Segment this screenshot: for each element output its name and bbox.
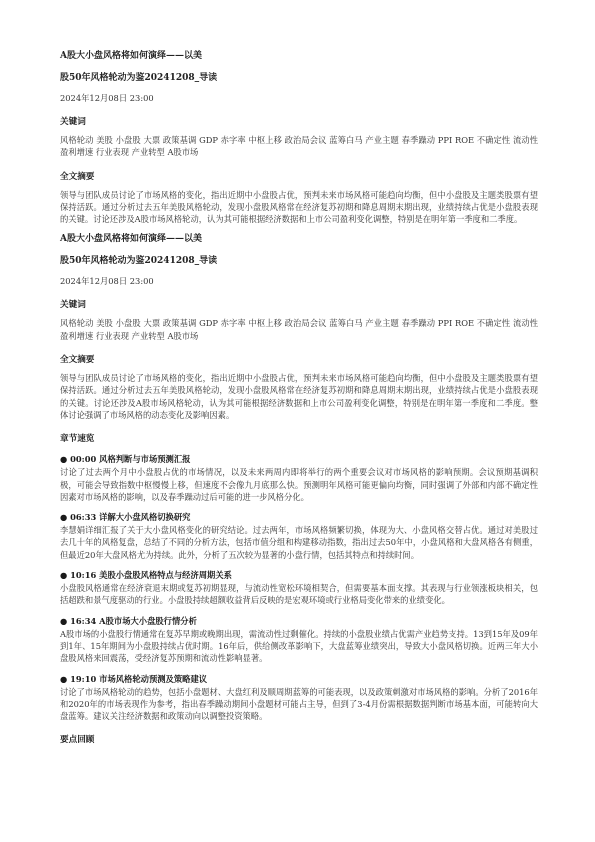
chapter-title: ● 00:00 风格判断与市场预测汇报 bbox=[60, 454, 191, 465]
chapter-body: A股市场的小盘股行情通常在复苏早期或晚期出现，需流动性过剩催化。持续的小盘股业绩占优需产业趋势支持。13到15年及09年到1年、15年期间为小盘股持续占优时期。16年后，供给侧改革影响下，大盘蓝筹业绩突出，导致大小盘风格切换。近两三年大小盘股风格来回震荡，受经济复苏预期和流动性影响显著。 bbox=[60, 628, 538, 664]
chapter-title: ● 16:34 A股市场大小盘股行情分析 bbox=[60, 615, 197, 626]
chapter-body: 讨论了过去两个月中小盘股占优的市场情况，以及未来两周内即将举行的两个重要会议对市场风格的影响预期。会议预期基调积极，可能会导致指数中枢慢慢上移，但速度不会像九月底那么快。预测明年风格可能更偏向均衡，同时强调了外部和内部不确定性因素对市场风格的影响，以及春季躁动过后可能的进一步风格分化。 bbox=[60, 467, 538, 502]
document-title-line-1: A股大小盘风格将如何演绎——以美 bbox=[60, 51, 202, 61]
chapter-item bbox=[60, 511, 538, 561]
document-date: 2024年12月08日 23:00 bbox=[60, 93, 154, 103]
chapter-item bbox=[60, 453, 538, 503]
document-date: 2024年12月08日 23:00 bbox=[60, 276, 154, 287]
document-page bbox=[60, 50, 538, 746]
summary-text: 领导与团队成员讨论了市场风格的变化，指出近期中小盘股占优，预判未来市场风格可能趋向均衡，但中小盘股及主题类股票有望保持活跃。通过分析过去五年美股风格轮动，发现小盘股风格常在经济复苏初期和降息周期末期出现，业绩持续占优是小盘股表现的关键。讨论还涉及A股市场风格轮动，认为其可能根据经济数据和上市公司盈利变化调整，特别是在明年第一季度和二季度。 bbox=[60, 189, 538, 225]
chapter-item bbox=[60, 569, 538, 607]
header-block-2 bbox=[60, 233, 538, 421]
document-title-line-1: A股大小盘风格将如何演绎——以美 bbox=[60, 234, 202, 245]
summary-heading: 全文摘要 bbox=[60, 171, 95, 182]
chapter-body: 李慧娟详细汇报了关于大小盘风格变化的研究结论。过去两年，市场风格频繁切换，体现为大、小盘风格交替占优。通过对美股过去几十年的风格复盘，总结了不同的分析方法，包括市值分组和构建移动指数，指出过去50年中，小盘风格和大盘风格各有侧重，但最近20年大盘风格尤为持续。此外，分析了五次较为显著的小盘行情，包括其特点和持续时间。 bbox=[60, 525, 538, 560]
chapter-item bbox=[60, 615, 538, 665]
chapter-body: 讨论了市场风格轮动的趋势，包括小盘题材、大盘红利及顺周期蓝筹的可能表现，以及政策刺激对市场风格的影响。分析了2016年和2020年的市场表现作为参考，指出春季躁动期间小盘题材可能占主导，但到了3-4月份需根据数据判断市场基本面，可能转向大盘蓝筹。建议关注经济数据和政策动向以调整投资策略。 bbox=[60, 686, 538, 722]
chapter-list bbox=[60, 453, 538, 722]
chapter-title: ● 10:16 美股小盘股风格特点与经济周期关系 bbox=[60, 570, 232, 581]
keywords-heading: 关键词 bbox=[60, 300, 86, 311]
keywords-text: 风格轮动 美股 小盘股 大票 政策基调 GDP 赤字率 中枢上移 政治局会议 蓝筹白马 产业主题 春季躁动 PPI ROE 不确定性 流动性 盈利增速 行业表现 产业转型 A股市场 bbox=[60, 318, 538, 341]
keywords-text: 风格轮动 美股 小盘股 大票 政策基调 GDP 赤字率 中枢上移 政治局会议 蓝筹白马 产业主题 春季躁动 PPI ROE 不确定性 流动性 盈利增速 行业表现 产业转型 A股市场 bbox=[60, 135, 538, 158]
key-points-heading: 要点回顾 bbox=[60, 735, 95, 746]
summary-heading: 全文摘要 bbox=[60, 355, 95, 366]
header-block-1 bbox=[60, 50, 538, 225]
chapter-title: ● 19:10 市场风格轮动预测及策略建议 bbox=[60, 673, 208, 684]
chapter-title: ● 06:33 详解大小盘风格切换研究 bbox=[60, 512, 191, 523]
summary-text: 领导与团队成员讨论了市场风格的变化，指出近期中小盘股占优，预判未来市场风格可能趋向均衡，但中小盘股及主题类股票有望保持活跃。通过分析过去五年美股风格轮动，发现小盘股风格常在经济复苏初期和降息周期末期出现，业绩持续占优是小盘股表现的关键。讨论还涉及A股市场风格轮动，认为其可能根据经济数据和上市公司盈利变化调整，特别是在明年第一季度和二季度。整体讨论强调了市场风格的动态变化及影响因素。 bbox=[60, 373, 538, 420]
document-title-line-2: 股50年风格轮动为鉴20241208_导读 bbox=[60, 256, 218, 267]
chapters-heading: 章节速览 bbox=[60, 434, 95, 445]
chapter-body: 小盘股风格通常在经济衰退末期或复苏初期显现，与流动性宽松环境相契合，但需要基本面支撑。其表现与行业领涨板块相关，包括超跌和景气度驱动的行业。小盘股持续超额收益背后反映的是宏观环境或行业格局变化带来的业绩变化。 bbox=[60, 583, 538, 606]
keywords-heading: 关键词 bbox=[60, 117, 86, 127]
chapter-item bbox=[60, 673, 538, 723]
document-title-line-2: 股50年风格轮动为鉴20241208_导读 bbox=[60, 73, 218, 83]
